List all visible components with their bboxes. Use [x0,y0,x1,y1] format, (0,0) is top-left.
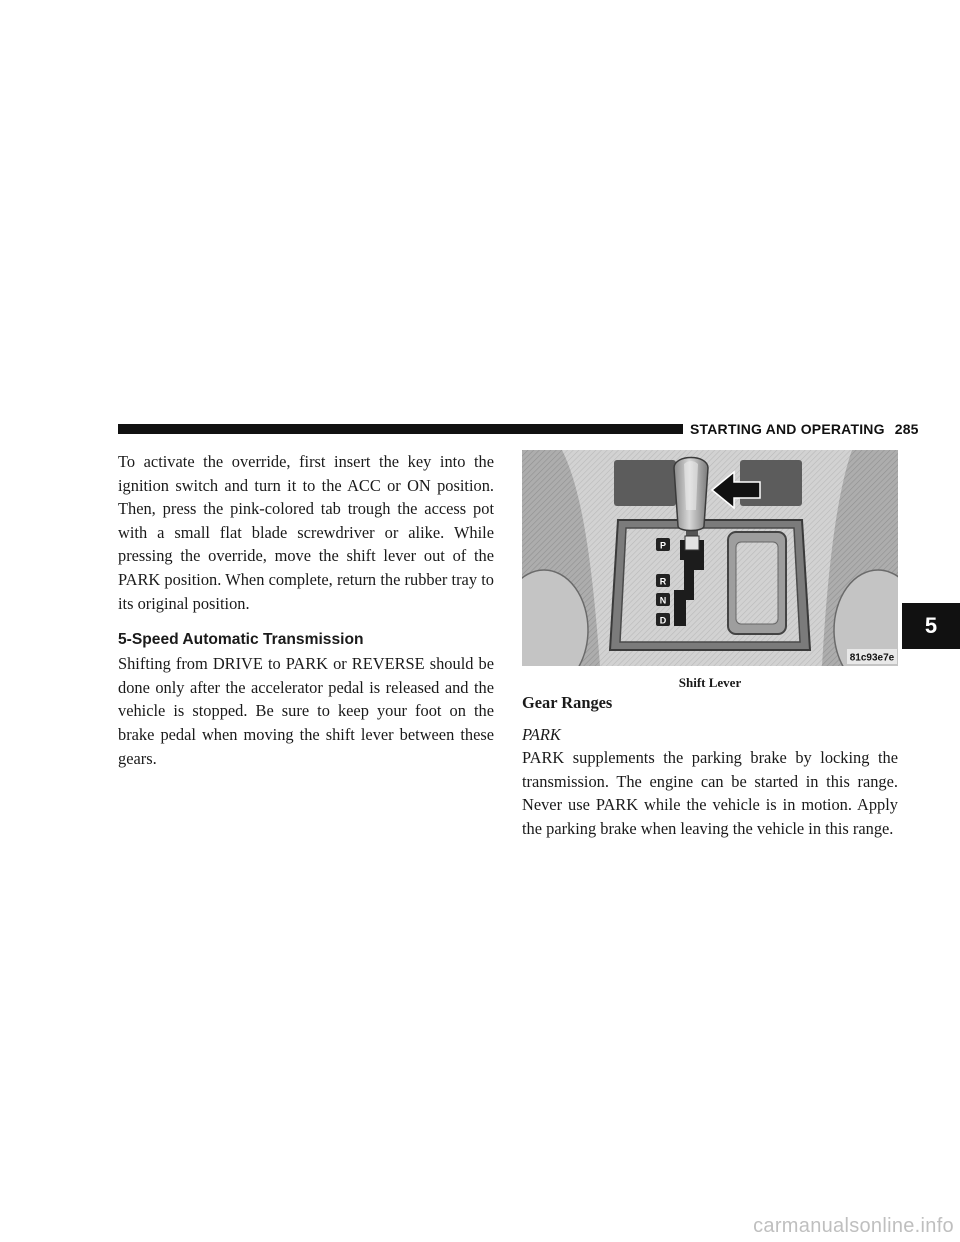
chapter-tab: 5 [902,603,960,649]
watermark-text: carmanualsonline.info [753,1215,954,1237]
shift-lever-figure [522,450,898,666]
section-heading: 5-Speed Automatic Transmission [118,631,364,649]
page-number: 285 [894,421,919,437]
gear-label-p: P [659,540,667,551]
figure-code: 81c93e7e [849,652,895,664]
gear-label-d: D [659,615,667,626]
right-column [522,450,898,840]
shift-lever-illustration [522,450,898,666]
left-column [118,450,494,770]
shifting-paragraph: Shifting from DRIVE to PARK or REVERSE should be done only after the accelerator pedal is released and the vehicle is stopped. Be sure to keep your foot on the brake pedal when moving the shift lever between these gears. [118,654,494,768]
override-paragraph: To activate the override, first insert the key into the ignition switch and turn it to the ACC or ON position. Then, press the pink-colored tab trough the access pot with a small flat blade screwdriver or alike. While pressing the override, move the shift lever out of the PARK position. When complete, return the rubber tray to its original position. [118,452,494,613]
gear-ranges-heading: Gear Ranges [522,693,613,712]
park-subheading: PARK [522,725,561,744]
running-header [690,418,919,440]
gear-label-r: R [659,576,667,587]
gear-label-n: N [659,595,667,606]
figure-caption: Shift Lever [678,675,742,690]
park-paragraph: PARK supplements the parking brake by locking the transmission. The engine can be started in this range. Never use PARK while the vehicle is in motion. Apply the parking brake when leaving the vehicle in this range. [522,748,898,838]
section-title: STARTING AND OPERATING [690,421,885,437]
header-rule [118,424,683,434]
